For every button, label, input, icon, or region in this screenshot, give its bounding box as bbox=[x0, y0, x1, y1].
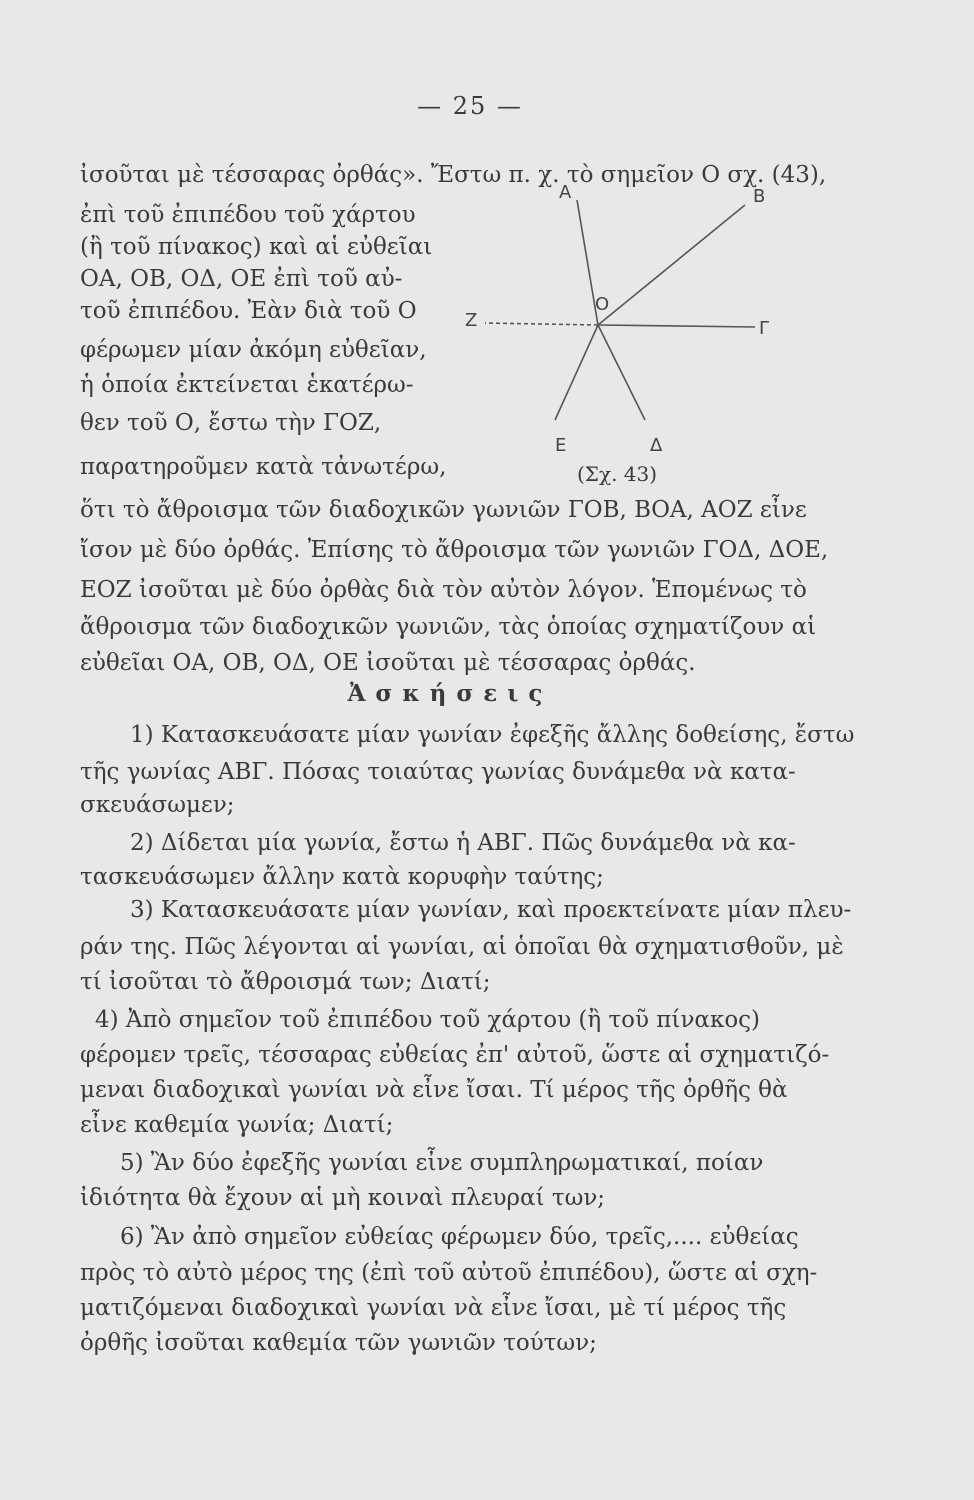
exercise-line: τῆς γωνίας ΑΒΓ. Πόσας τοιαύτας γωνίας δυνάμεθα νὰ κατα- bbox=[80, 759, 796, 785]
text-line: θεν τοῦ Ο, ἔστω τὴν ΓΟΖ, bbox=[80, 410, 382, 436]
label-z: Ζ bbox=[465, 310, 478, 331]
text-line: ΟΑ, ΟΒ, ΟΔ, ΟΕ ἐπὶ τοῦ αὐ- bbox=[80, 266, 403, 292]
text-line: ἄθροισμα τῶν διαδοχικῶν γωνιῶν, τὰς ὁποίας σχηματίζουν αἱ bbox=[80, 614, 817, 640]
text-line: τοῦ ἐπιπέδου. Ἐὰν διὰ τοῦ Ο bbox=[80, 298, 417, 324]
ray-od bbox=[598, 325, 645, 420]
figure-43 bbox=[455, 180, 805, 490]
exercise-line: τασκευάσωμεν ἄλλην κατὰ κορυφὴν ταύτης; bbox=[80, 864, 604, 890]
exercise-line: 6) Ἂν ἀπὸ σημεῖον εὐθείας φέρωμεν δύο, τρεῖς,.... εὐθείας bbox=[120, 1224, 799, 1250]
text-line: ἰσοῦται μὲ τέσσαρας ὀρθάς». Ἔστω π. χ. τὸ σημεῖον Ο σχ. (43), bbox=[80, 162, 827, 188]
page-number: — 25 — bbox=[417, 92, 523, 120]
exercise-line: φέρομεν τρεῖς, τέσσαρας εὐθείας ἐπ' αὐτοῦ, ὥστε αἱ σχηματιζό- bbox=[80, 1042, 830, 1068]
text-line: φέρωμεν μίαν ἀκόμη εὐθεῖαν, bbox=[80, 337, 427, 363]
ray-oz bbox=[485, 323, 598, 325]
label-b: Β bbox=[753, 186, 766, 207]
text-line: ἐπὶ τοῦ ἐπιπέδου τοῦ χάρτου bbox=[80, 202, 416, 228]
text-line: (ἢ τοῦ πίνακος) καὶ αἱ εὐθεῖαι bbox=[80, 234, 433, 260]
exercise-line: 2) Δίδεται μία γωνία, ἔστω ἡ ΑΒΓ. Πῶς δυνάμεθα νὰ κα- bbox=[130, 830, 796, 856]
exercise-line: μεναι διαδοχικαὶ γωνίαι νὰ εἶνε ἴσαι. Τί μέρος τῆς ὀρθῆς θὰ bbox=[80, 1077, 788, 1103]
figure-43-lines bbox=[455, 180, 805, 490]
exercise-line: ὀρθῆς ἰσοῦται καθεμία τῶν γωνιῶν τούτων; bbox=[80, 1330, 597, 1356]
exercise-line: ἰδιότητα θὰ ἔχουν αἱ μὴ κοιναὶ πλευραί των; bbox=[80, 1185, 606, 1211]
text-line: παρατηροῦμεν κατὰ τἀνωτέρω, bbox=[80, 454, 447, 480]
exercise-line: εἶνε καθεμία γωνία; Διατί; bbox=[80, 1112, 394, 1138]
exercise-line: πρὸς τὸ αὐτὸ μέρος της (ἐπὶ τοῦ αὐτοῦ ἐπιπέδου), ὥστε αἱ σχη- bbox=[80, 1260, 818, 1286]
exercise-line: 3) Κατασκευάσατε μίαν γωνίαν, καὶ προεκτείνατε μίαν πλευ- bbox=[130, 897, 852, 923]
text-line: εὐθεῖαι ΟΑ, ΟΒ, ΟΔ, ΟΕ ἰσοῦται μὲ τέσσαρας ὀρθάς. bbox=[80, 650, 696, 676]
exercise-line: 5) Ἂν δύο ἐφεξῆς γωνίαι εἶνε συμπληρωματικαί, ποίαν bbox=[120, 1150, 764, 1176]
exercise-line: ματιζόμεναι διαδοχικαὶ γωνίαι νὰ εἶνε ἴσαι, μὲ τί μέρος τῆς bbox=[80, 1295, 787, 1321]
label-g: Γ bbox=[759, 318, 770, 339]
ray-og bbox=[598, 325, 755, 327]
exercise-line: τί ἰσοῦται τὸ ἄθροισμά των; Διατί; bbox=[80, 969, 491, 995]
label-d: Δ bbox=[650, 435, 663, 456]
text-line: ὅτι τὸ ἄθροισμα τῶν διαδοχικῶν γωνιῶν ΓΟΒ, ΒΟΑ, ΑΟΖ εἶνε bbox=[80, 497, 807, 523]
text-line: ΕΟΖ ἰσοῦται μὲ δύο ὀρθὰς διὰ τὸν αὐτὸν λόγον. Ἑπομένως τὸ bbox=[80, 577, 807, 603]
exercise-line: ράν της. Πῶς λέγονται αἱ γωνίαι, αἱ ὁποῖαι θὰ σχηματισθοῦν, μὲ bbox=[80, 934, 844, 960]
text-line: ἴσον μὲ δύο ὀρθάς. Ἐπίσης τὸ ἄθροισμα τῶν γωνιῶν ΓΟΔ, ΔΟΕ, bbox=[80, 537, 829, 563]
ray-oe bbox=[555, 325, 598, 420]
label-o: Ο bbox=[595, 294, 610, 315]
exercise-line: 1) Κατασκευάσατε μίαν γωνίαν ἐφεξῆς ἄλλης δοθείσης, ἔστω bbox=[130, 722, 855, 748]
exercise-line: σκευάσωμεν; bbox=[80, 792, 235, 818]
exercises-heading: Ἀσκήσεις bbox=[347, 680, 553, 707]
figure-caption: (Σχ. 43) bbox=[577, 462, 658, 486]
label-e: Ε bbox=[555, 435, 567, 456]
label-a: Α bbox=[559, 182, 572, 203]
text-line: ἡ ὁποία ἐκτείνεται ἑκατέρω- bbox=[80, 372, 414, 398]
ray-ob bbox=[598, 205, 745, 325]
exercise-line: 4) Ἀπὸ σημεῖον τοῦ ἐπιπέδου τοῦ χάρτου (ἢ τοῦ πίνακος) bbox=[95, 1007, 761, 1033]
